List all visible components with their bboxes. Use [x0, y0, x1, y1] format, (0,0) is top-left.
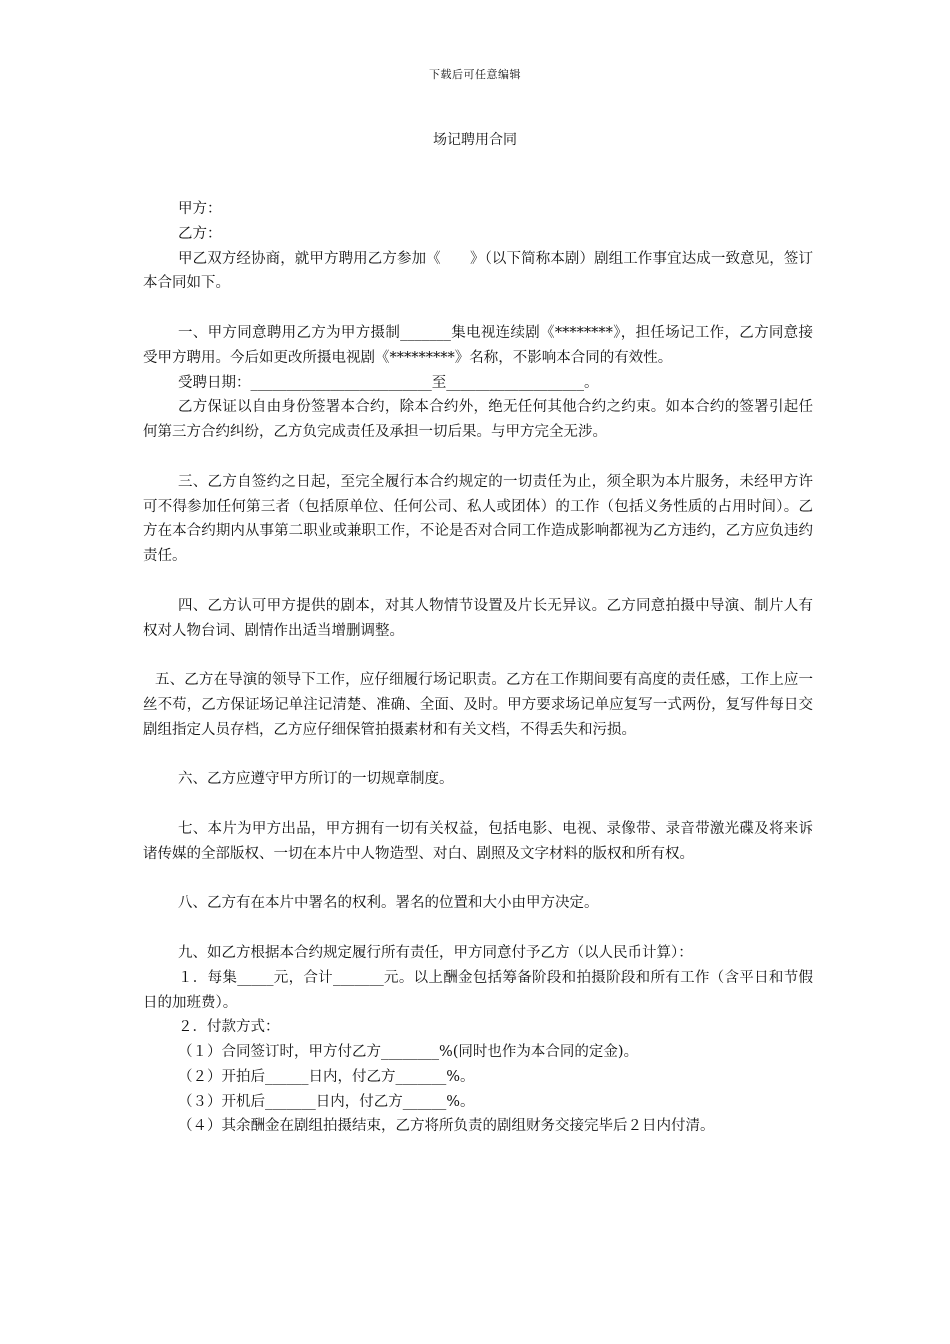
payment-item-2-2: （２）开拍后______日内，付乙方_______%。 [178, 1068, 475, 1085]
payment-item-2-1: （１）合同签订时，甲方付乙方________%(同时也作为本合同的定金)。 [178, 1044, 639, 1061]
document-title: 场记聘用合同 [433, 132, 517, 148]
page-header-note: 下载后可任意编辑 [429, 68, 521, 81]
intro-paragraph: 甲乙双方经协商，就甲方聘用乙方参加《 》（以下简称本剧）剧组工作事宜达成一致意见，签订本合同如下。 [143, 250, 813, 292]
clause-4: 四、乙方认可甲方提供的剧本，对其人物情节设置及片长无异议。乙方同意拍摄中导演、制片人有权对人物台词、剧情作出适当增删调整。 [143, 597, 813, 639]
party-b-line: 乙方： [178, 225, 222, 242]
clause-6: 六、乙方应遵守甲方所订的一切规章制度。 [178, 771, 454, 788]
payment-item-2-4: （４）其余酬金在剧组拍摄结束，乙方将所负责的剧组财务交接完毕后２日内付清。 [178, 1118, 715, 1135]
clause-7: 七、本片为甲方出品，甲方拥有一切有关权益，包括电影、电视、录像带、录音带激光碟及将来诉诸传媒的全部版权、一切在本片中人物造型、对白、剧照及文字材料的版权和所有权。 [143, 820, 813, 862]
contract-body [143, 197, 813, 1139]
clause-8: 八、乙方有在本片中署名的权利。署名的位置和大小由甲方决定。 [178, 895, 599, 912]
payment-item-2-3: （３）开机后_______日内，付乙方______%。 [178, 1093, 475, 1110]
payment-item-1: １．每集_____元，合计_______元。以上酬金包括筹备阶段和拍摄阶段和所有工作（含平日和节假日的加班费）。 [143, 969, 813, 1011]
party-a-line: 甲方： [178, 201, 222, 217]
clause-3: 三、乙方自签约之日起，至完全履行本合约规定的一切责任为止，须全职为本片服务，未经甲方许可不得参加任何第三者（包括原单位、任何公司、私人或团体）的工作（包括义务性质的占用时间）。乙方在本合约期内从事第二职业或兼职工作，不论是否对合同工作造成影响都视为乙方违约，乙方应负违约责任。 [143, 473, 813, 565]
term-line: 受聘日期：_________________________至___________________。 [178, 374, 599, 391]
payment-item-2: ２．付款方式： [178, 1019, 280, 1036]
clause-1: 一、甲方同意聘用乙方为甲方摄制_______集电视连续剧《********》，担任场记工作，乙方同意接受甲方聘用。今后如更改所摄电视剧《*********》名称，不影响本合同的有效性。 [143, 324, 813, 366]
clause-5: 五、乙方在导演的领导下工作，应仔细履行场记职责。乙方在工作期间要有高度的责任感，工作上应一丝不苟，乙方保证场记单注记清楚、准确、全面、及时。甲方要求场记单应复写一式两份，复写件每日交剧组指定人员存档，乙方应仔细保管拍摄素材和有关文档，不得丢失和污损。 [143, 672, 813, 738]
clause-9: 九、如乙方根据本合约规定履行所有责任，甲方同意付予乙方（以人民币计算）： [178, 944, 693, 961]
clause-2: 乙方保证以自由身份签署本合约，除本合约外，绝无任何其他合约之约束。如本合约的签署引起任何第三方合约纠纷，乙方负完成责任及承担一切后果。与甲方完全无涉。 [143, 399, 813, 441]
